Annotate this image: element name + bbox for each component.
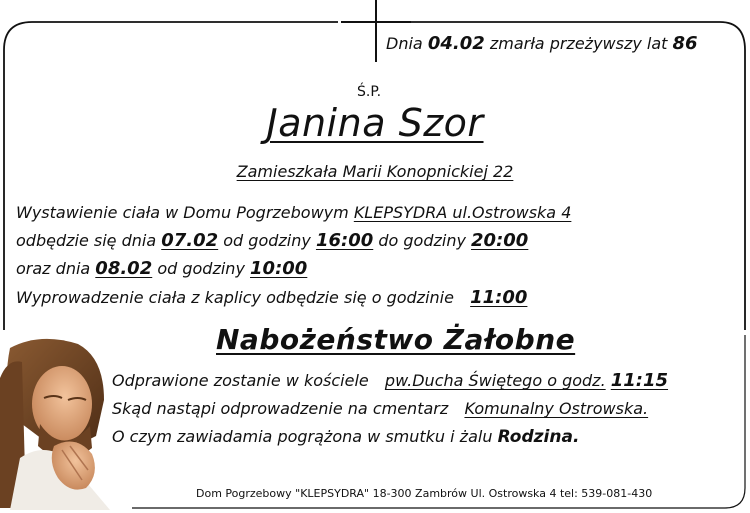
viewing-line-1 [16,203,571,222]
cemetery-name: Komunalny Ostrowska. [464,399,649,418]
footer-contact: Dom Pogrzebowy "KLEPSYDRA" 18-300 Zambrów Ul. Ostrowska 4 tel: 539-081-430 [196,487,653,500]
praying-figure-image [0,338,132,510]
viewing-time-2: 10:00 [250,258,308,279]
family-signature: Rodzina. [497,427,580,447]
honorific: Ś.P. [357,84,382,100]
church-name: pw.Ducha Świętego o godz. [384,371,606,390]
viewing-line-1-text: Wystawienie ciała w Domu Pogrzebowym [16,203,349,222]
service-line-2 [112,399,648,418]
viewing-date-2: 08.02 [95,258,153,279]
viewing-line-3 [16,258,307,279]
service-line-2-text: Skąd nastąpi odprowadzenie na cmentarz [112,399,449,418]
service-time: 11:15 [610,370,669,391]
to-label: do godziny [378,231,466,250]
viewing-line-3-prefix: oraz dnia [16,259,91,278]
viewing-line-4 [16,287,527,308]
death-date: 04.02 [427,33,485,54]
header-middle: zmarła przeżywszy lat [489,34,668,53]
death-notice-header [386,33,698,54]
deceased-name: Janina Szor [266,101,484,145]
viewing-time-to: 20:00 [471,230,529,251]
address: Zamieszkała Marii Konopnickiej 22 [236,162,514,181]
service-line-1 [112,370,668,391]
age-value: 86 [672,33,698,54]
service-title: Nabożeństwo Żałobne [216,323,576,356]
service-line-3-text: O czym zawiadamia pogrążona w smutku i żalu [112,427,493,446]
viewing-line-4-text: Wyprowadzenie ciała z kaplicy odbędzie się o godzinie [16,288,454,307]
viewing-time-from: 16:00 [315,230,374,251]
viewing-line-2-prefix: odbędzie się dnia [16,231,157,250]
viewing-place: KLEPSYDRA ul.Ostrowska 4 [353,203,572,222]
header-prefix: Dnia [386,34,423,53]
viewing-date-1: 07.02 [161,230,219,251]
from-label-2: od godziny [157,259,245,278]
viewing-line-2 [16,230,528,251]
service-line-3 [112,427,579,447]
service-line-1-text: Odprawione zostanie w kościele [112,371,369,390]
departure-time: 11:00 [470,287,528,308]
from-label: od godziny [223,231,311,250]
